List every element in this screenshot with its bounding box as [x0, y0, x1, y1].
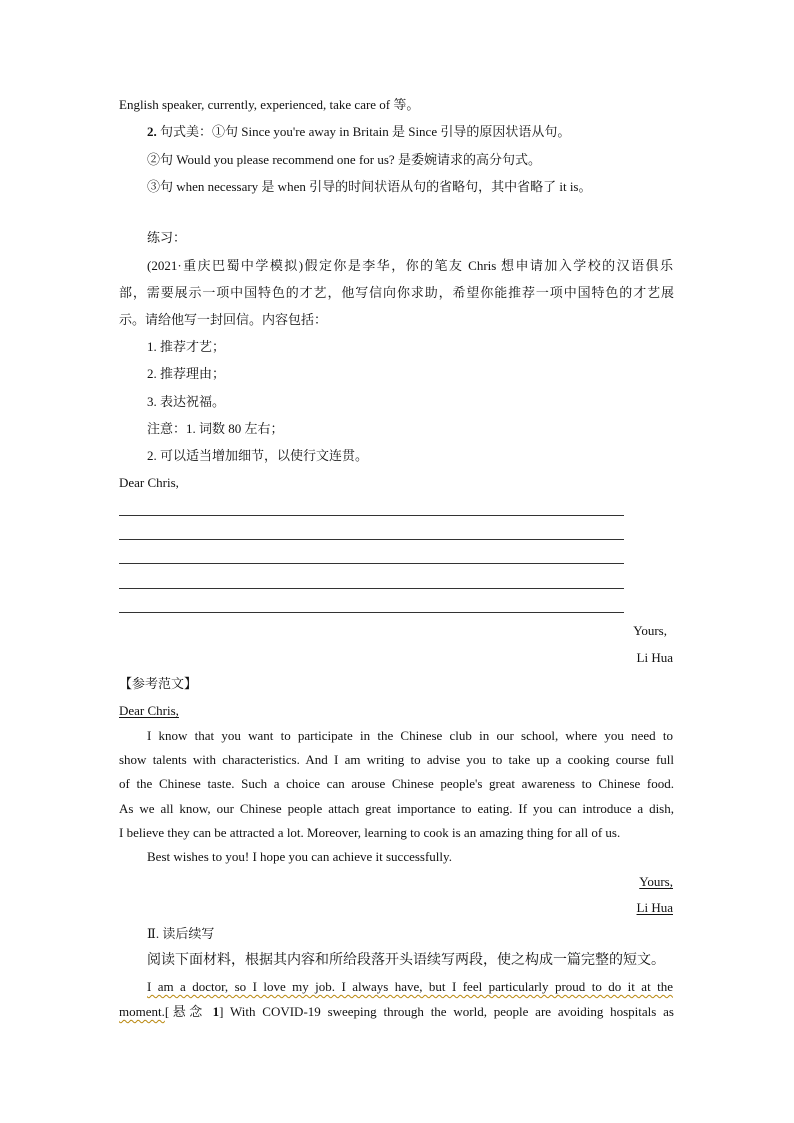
writing-line	[119, 539, 624, 540]
sample-closing	[560, 874, 673, 890]
writing-line	[119, 515, 624, 516]
point-2-text: 句式美：①句 Since you're away in Britain 是 Since 引导的原因状语从句。	[156, 124, 571, 139]
sample-line: I believe they can be attracted a lot. Moreover, learning to cook is an amazing thing for all of us.	[119, 825, 621, 840]
sample-greeting	[119, 703, 179, 719]
suspense-tag-number: 1	[212, 1004, 220, 1019]
intro-line: English speaker, currently, experienced, take care of 等。	[119, 97, 420, 112]
letter-greeting: Dear Chris,	[119, 475, 179, 490]
passage-line	[147, 979, 673, 995]
note-line: 2. 可以适当增加细节，以使行文连贯。	[147, 448, 369, 463]
writing-line	[119, 588, 624, 589]
prompt-line: 示。请给他写一封回信。内容包括：	[119, 312, 328, 327]
suspense-sentence-end: moment.	[119, 1004, 165, 1019]
point-2-number: 2.	[147, 124, 157, 139]
prompt-line: (2021·重庆巴蜀中学模拟)假定你是李华，你的笔友 Chris 想申请加入学校的汉语俱乐	[147, 258, 673, 273]
note-line: 注意：1. 词数 80 左右；	[147, 421, 284, 436]
sample-line: of the Chinese taste. Such a choice can arouse Chinese people's great awareness to Chinese food.	[119, 776, 674, 791]
letter-signature: Li Hua	[636, 650, 673, 665]
point-2b: ②句 Would you please recommend one for us? 是委婉请求的高分句式。	[147, 152, 541, 167]
sample-line: As we all know, our Chinese people attach great importance to eating. If you can introduce a dish,	[119, 801, 674, 816]
writing-line	[119, 612, 624, 613]
passage-text: With COVID-19 sweeping through the world, people are avoiding hospitals as	[223, 1004, 674, 1019]
sample-signature-text: Li Hua	[636, 900, 673, 915]
section-2-instruction: 阅读下面材料，根据其内容和所给段落开头语续写两段，使之构成一篇完整的短文。	[147, 953, 665, 968]
content-item: 3. 表达祝福。	[147, 394, 226, 409]
exercise-label: 练习：	[147, 230, 187, 245]
content-item: 1. 推荐才艺；	[147, 339, 226, 354]
sample-greeting-text: Dear Chris,	[119, 703, 179, 718]
passage-line	[119, 1004, 674, 1020]
sample-heading: 【参考范文】	[119, 676, 198, 691]
letter-closing: Yours,	[633, 623, 667, 638]
content-item: 2. 推荐理由；	[147, 366, 226, 381]
prompt-line: 部，需要展示一项中国特色的才艺，他写信向你求助，希望你能推荐一项中国特色的才艺展	[119, 285, 674, 300]
sample-signature	[560, 900, 673, 916]
point-2c: ③句 when necessary 是 when 引导的时间状语从句的省略句，其中省略了 it is。	[147, 179, 592, 194]
sample-line: show talents with characteristics. And I am writing to advise you to take up a cooking course full	[119, 752, 674, 767]
suspense-tag-close: ]	[219, 1004, 224, 1019]
writing-line	[119, 563, 624, 564]
sample-closing-text: Yours,	[639, 874, 673, 889]
point-2	[147, 124, 570, 140]
suspense-sentence: I am a doctor, so I love my job. I always have, but I feel particularly proud to do it at the	[147, 979, 673, 994]
sample-line: I know that you want to participate in the Chinese club in our school, where you need to	[147, 728, 673, 743]
suspense-tag-open: [悬念	[164, 1004, 213, 1019]
section-2-heading: Ⅱ. 读后续写	[147, 926, 215, 941]
sample-wish: Best wishes to you! I hope you can achieve it successfully.	[147, 849, 452, 864]
